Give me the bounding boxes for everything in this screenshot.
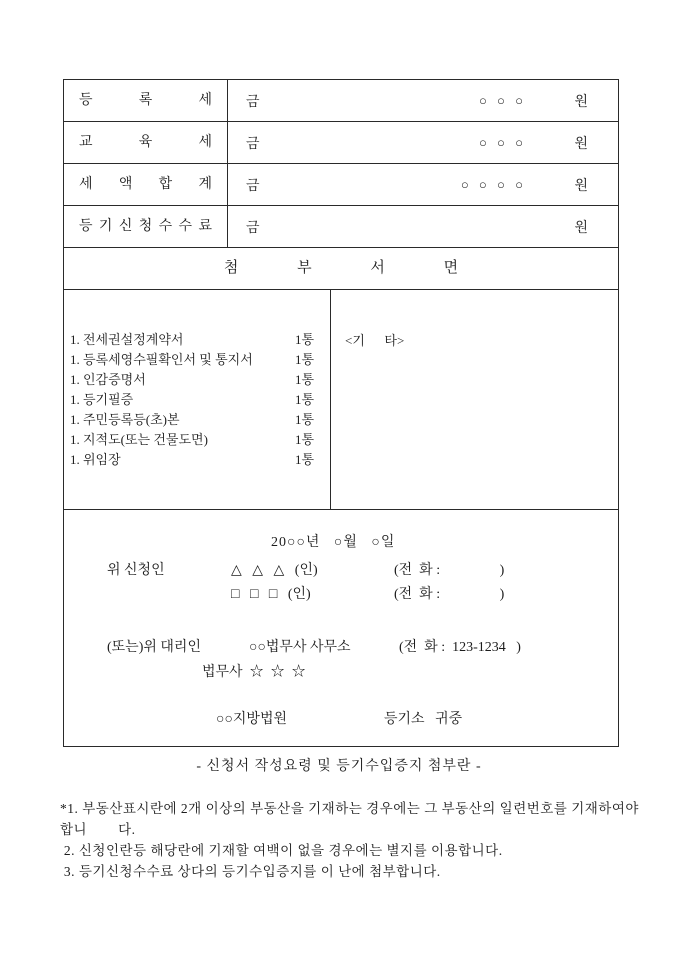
applicant2-phone-field: (전 화 : ) <box>394 587 505 602</box>
amount-prefix: 금 <box>246 220 260 236</box>
applicant2-seal-placeholder: □ □ □ (인) <box>231 587 311 602</box>
attachments-etc-column <box>331 290 618 509</box>
fee-row-label: 세 액 합 계 <box>64 164 228 205</box>
court-name: ○○지방법원 <box>216 712 288 727</box>
footer-note: 3. 등기신청수수료 상다의 등기수입증지를 이 난에 첨부합니다. <box>60 864 441 879</box>
attachments-section-header: 첨 부 서 면 <box>64 248 618 290</box>
attachment-count: 1통 <box>294 432 314 447</box>
attachment-item <box>70 450 314 470</box>
fee-row-registration-tax <box>64 80 618 122</box>
fee-row-tax-total <box>64 164 618 206</box>
attachment-count: 1통 <box>294 392 314 407</box>
applicant1-phone-field: (전 화 : ) <box>394 563 505 578</box>
applicant-label: 위 신청인 <box>107 563 165 578</box>
amount-unit: 원 <box>574 94 588 110</box>
agent-label: (또는)위 대리인 <box>107 640 201 655</box>
attachment-count: 1통 <box>294 412 314 427</box>
attachment-name: 1. 인감증명서 <box>70 372 146 387</box>
fee-row-value <box>228 206 618 247</box>
agent-office-name: ○○법무사 사무소 <box>249 640 351 655</box>
footer-instructions <box>60 755 639 882</box>
attachments-section <box>64 290 618 510</box>
attachments-list <box>64 290 331 509</box>
application-date: 20○○년 ○월 ○일 <box>271 535 396 550</box>
fee-row-application-fee <box>64 206 618 248</box>
registry-office-addressee: 등기소 귀중 <box>384 712 463 727</box>
amount-prefix: 금 <box>246 178 260 194</box>
agent-phone-field: (전 화 : 123-1234 ) <box>399 640 521 655</box>
amount-unit: 원 <box>574 178 588 194</box>
attachment-name: 1. 주민등록등(초)본 <box>70 412 180 427</box>
footer-notes <box>60 798 639 882</box>
attachment-name: 1. 등록세영수필확인서 및 통지서 <box>70 352 253 367</box>
footer-note: 2. 신청인란등 해당란에 기재할 여백이 없을 경우에는 별지를 이용합니다. <box>60 843 503 858</box>
attachment-count: 1통 <box>294 352 314 367</box>
attachment-name: 1. 위임장 <box>70 452 121 467</box>
fee-row-education-tax <box>64 122 618 164</box>
attachment-item <box>70 350 314 370</box>
agent-name-placeholder: 법무사 ☆ ☆ ☆ <box>202 665 306 680</box>
attachment-count: 1통 <box>294 332 314 347</box>
fee-row-value <box>228 80 618 121</box>
footer-title: - 신청서 작성요령 및 등기수입증지 첨부란 - <box>196 759 482 774</box>
attachment-item <box>70 370 314 390</box>
applicant1-seal-placeholder: △ △ △ (인) <box>231 563 318 578</box>
attachment-item <box>70 330 314 350</box>
attachment-item <box>70 410 314 430</box>
attachment-count: 1통 <box>294 452 314 467</box>
fee-row-value <box>228 164 618 205</box>
amount-placeholder-circles: ○ ○ ○ <box>478 92 524 108</box>
etc-label: <기 타> <box>345 333 405 348</box>
attachment-item <box>70 390 314 410</box>
attachment-name: 1. 지적도(또는 건물도면) <box>70 432 208 447</box>
attachment-name: 1. 전세권설정계약서 <box>70 332 184 347</box>
amount-placeholder-circles: ○ ○ ○ ○ <box>460 176 524 192</box>
attachment-count: 1통 <box>294 372 314 387</box>
attachment-name: 1. 등기필증 <box>70 392 134 407</box>
registration-form-table <box>63 79 619 747</box>
fee-row-label: 등 록 세 <box>64 80 228 121</box>
signature-section <box>64 510 618 746</box>
fee-row-value <box>228 122 618 163</box>
attachment-item <box>70 430 314 450</box>
fee-row-label: 교 육 세 <box>64 122 228 163</box>
fee-row-label: 등 기 신 청 수 수 료 <box>64 206 228 247</box>
amount-placeholder-circles: ○ ○ ○ <box>478 134 524 150</box>
amount-unit: 원 <box>574 136 588 152</box>
amount-prefix: 금 <box>246 136 260 152</box>
amount-prefix: 금 <box>246 94 260 110</box>
amount-unit: 원 <box>574 220 588 236</box>
footer-note: *1. 부동산표시란에 2개 이상의 부동산을 기재하는 경우에는 그 부동산의 일련번호를 기재하여야 <box>60 801 639 816</box>
footer-note: 합니 다. <box>60 822 136 837</box>
